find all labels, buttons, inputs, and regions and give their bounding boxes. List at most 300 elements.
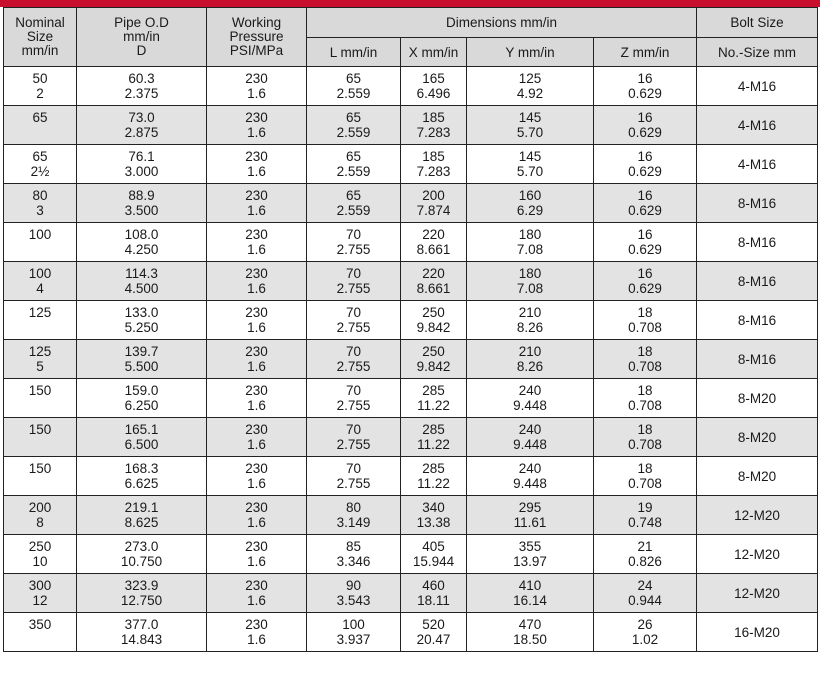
nominal-size-cell-value: 150 — [28, 422, 52, 437]
l-dimension-cell-value: 2.559 — [336, 125, 371, 140]
working-pressure-cell — [207, 340, 307, 379]
y-dimension-cell-value: 470 — [518, 617, 542, 632]
bolt-size-cell: 8-M20 — [697, 457, 818, 496]
working-pressure-cell — [207, 106, 307, 145]
pipe-od-cell-value: 323.9 — [124, 578, 159, 593]
flange-dimensions-table — [3, 7, 818, 652]
nominal-size-cell-value — [4, 398, 76, 413]
z-dimension-cell — [594, 574, 697, 613]
x-dimension-cell — [401, 340, 467, 379]
pipe-od-cell-value: 60.3 — [128, 71, 155, 86]
z-dimension-cell — [594, 184, 697, 223]
x-dimension-cell-value: 520 — [422, 617, 445, 632]
pipe-od-cell — [77, 496, 207, 535]
working-pressure-cell-value: 1.6 — [247, 164, 266, 179]
x-dimension-cell-value: 220 — [422, 227, 445, 242]
pipe-od-cell-value: 6.500 — [124, 437, 159, 452]
working-pressure-cell-value: 230 — [245, 617, 268, 632]
z-dimension-cell-value: 0.629 — [628, 125, 662, 140]
pipe-od-cell-value: 10.750 — [120, 554, 163, 569]
nominal-size-cell-value — [4, 320, 76, 335]
pipe-od-cell-value: 139.7 — [124, 344, 159, 359]
x-dimension-cell — [401, 613, 467, 652]
nominal-size-cell — [4, 613, 77, 652]
y-dimension-cell — [467, 67, 594, 106]
z-dimension-cell-value: 0.708 — [628, 398, 662, 413]
table-row — [4, 496, 818, 535]
nominal-size-cell-value — [4, 437, 76, 452]
y-dimension-cell — [467, 379, 594, 418]
y-dimension-cell — [467, 457, 594, 496]
l-dimension-cell — [307, 418, 401, 457]
y-dimension-cell-value: 7.08 — [516, 281, 544, 296]
z-dimension-cell-value: 0.708 — [628, 437, 662, 452]
z-dimension-cell-value: 1.02 — [631, 632, 659, 647]
working-pressure-cell — [207, 496, 307, 535]
pipe-od-cell — [77, 535, 207, 574]
working-pressure-cell-value: 230 — [245, 110, 268, 125]
z-dimension-cell — [594, 496, 697, 535]
z-dimension-cell-value: 0.629 — [628, 281, 662, 296]
y-dimension-cell — [467, 262, 594, 301]
header-y: Y mm/in — [467, 38, 594, 67]
x-dimension-cell-value: 165 — [422, 71, 445, 86]
pipe-od-cell-value: 73.0 — [128, 110, 155, 125]
l-dimension-cell-value: 2.755 — [336, 476, 371, 491]
y-dimension-cell-value: 180 — [518, 266, 542, 281]
bolt-size-cell: 8-M16 — [697, 262, 818, 301]
l-dimension-cell-value: 70 — [345, 461, 362, 476]
nominal-size-cell-value: 8 — [36, 515, 44, 530]
header-working-line1: Working — [231, 15, 282, 30]
y-dimension-cell — [467, 418, 594, 457]
l-dimension-cell-value: 3.543 — [336, 593, 371, 608]
y-dimension-cell-value: 18.50 — [513, 632, 547, 647]
x-dimension-cell — [401, 379, 467, 418]
z-dimension-cell — [594, 535, 697, 574]
table-row — [4, 379, 818, 418]
header-l: L mm/in — [307, 38, 401, 67]
pipe-od-cell — [77, 223, 207, 262]
bolt-size-cell: 8-M16 — [697, 184, 818, 223]
working-pressure-cell-value: 230 — [245, 344, 268, 359]
x-dimension-cell-value: 11.22 — [417, 476, 450, 491]
nominal-size-cell-value — [4, 125, 76, 140]
pipe-od-cell — [77, 262, 207, 301]
nominal-size-cell — [4, 223, 77, 262]
bolt-size-cell: 4-M16 — [697, 67, 818, 106]
l-dimension-cell-value: 70 — [345, 344, 362, 359]
y-dimension-cell-value: 125 — [518, 71, 542, 86]
bolt-size-cell: 16-M20 — [697, 613, 818, 652]
working-pressure-cell-value: 230 — [245, 227, 268, 242]
z-dimension-cell-value: 0.748 — [628, 515, 662, 530]
y-dimension-cell-value: 180 — [518, 227, 542, 242]
pipe-od-cell-value: 108.0 — [124, 227, 159, 242]
y-dimension-cell-value: 5.70 — [516, 125, 544, 140]
l-dimension-cell-value: 2.559 — [336, 164, 371, 179]
l-dimension-cell — [307, 262, 401, 301]
z-dimension-cell-value: 18 — [637, 344, 653, 359]
pipe-od-cell-value: 5.500 — [124, 359, 159, 374]
header-working-line2: Pressure — [229, 29, 284, 44]
z-dimension-cell-value: 21 — [637, 539, 653, 554]
nominal-size-cell-value: 2½ — [30, 164, 50, 179]
nominal-size-cell — [4, 301, 77, 340]
z-dimension-cell — [594, 379, 697, 418]
nominal-size-cell — [4, 457, 77, 496]
y-dimension-cell — [467, 613, 594, 652]
working-pressure-cell-value: 1.6 — [247, 125, 266, 140]
header-z: Z mm/in — [594, 38, 697, 67]
table-body — [4, 67, 818, 652]
pipe-od-cell-value: 3.500 — [124, 203, 159, 218]
l-dimension-cell-value: 2.559 — [336, 203, 371, 218]
x-dimension-cell-value: 8.661 — [416, 242, 451, 257]
l-dimension-cell — [307, 457, 401, 496]
y-dimension-cell — [467, 106, 594, 145]
header-nominal-line1: Nominal — [15, 15, 65, 30]
nominal-size-cell-value: 100 — [28, 227, 52, 242]
l-dimension-cell — [307, 301, 401, 340]
l-dimension-cell-value: 70 — [345, 227, 362, 242]
x-dimension-cell-value: 250 — [422, 305, 445, 320]
nominal-size-cell-value: 5 — [36, 359, 44, 374]
working-pressure-cell-value: 1.6 — [247, 476, 266, 491]
y-dimension-cell-value: 145 — [518, 110, 542, 125]
z-dimension-cell-value: 0.629 — [628, 86, 662, 101]
header-pipe-od — [77, 8, 207, 67]
nominal-size-cell-value: 65 — [32, 149, 48, 164]
nominal-size-cell-value — [4, 476, 76, 491]
x-dimension-cell — [401, 223, 467, 262]
pipe-od-cell-value: 3.000 — [124, 164, 159, 179]
working-pressure-cell-value: 1.6 — [247, 632, 266, 647]
working-pressure-cell-value: 230 — [245, 500, 268, 515]
pipe-od-cell — [77, 379, 207, 418]
pipe-od-cell-value: 2.375 — [124, 86, 159, 101]
y-dimension-cell-value: 16.14 — [513, 593, 547, 608]
header-pipe-od-line1: Pipe O.D — [114, 15, 169, 30]
x-dimension-cell-value: 405 — [422, 539, 445, 554]
pipe-od-cell — [77, 184, 207, 223]
l-dimension-cell — [307, 106, 401, 145]
pipe-od-cell-value: 5.250 — [124, 320, 159, 335]
working-pressure-cell-value: 1.6 — [247, 515, 266, 530]
x-dimension-cell — [401, 67, 467, 106]
x-dimension-cell — [401, 496, 467, 535]
x-dimension-cell-value: 9.842 — [416, 320, 451, 335]
y-dimension-cell-value: 9.448 — [513, 476, 547, 491]
working-pressure-cell-value: 1.6 — [247, 203, 266, 218]
pipe-od-cell — [77, 145, 207, 184]
x-dimension-cell-value: 185 — [422, 149, 445, 164]
z-dimension-cell — [594, 67, 697, 106]
working-pressure-cell-value: 230 — [245, 539, 268, 554]
l-dimension-cell — [307, 535, 401, 574]
bolt-size-cell: 4-M16 — [697, 145, 818, 184]
y-dimension-cell-value: 410 — [518, 578, 542, 593]
nominal-size-cell-value: 200 — [28, 500, 52, 515]
pipe-od-cell-value: 8.625 — [124, 515, 159, 530]
working-pressure-cell-value: 230 — [245, 305, 268, 320]
working-pressure-cell-value: 230 — [245, 188, 268, 203]
z-dimension-cell-value: 0.629 — [628, 164, 662, 179]
pipe-od-cell-value: 76.1 — [128, 149, 155, 164]
l-dimension-cell-value: 80 — [345, 500, 362, 515]
y-dimension-cell-value: 4.92 — [516, 86, 544, 101]
l-dimension-cell-value: 2.755 — [336, 359, 371, 374]
working-pressure-cell-value: 1.6 — [247, 398, 266, 413]
y-dimension-cell-value: 295 — [518, 500, 542, 515]
working-pressure-cell — [207, 145, 307, 184]
nominal-size-cell — [4, 106, 77, 145]
l-dimension-cell — [307, 145, 401, 184]
header-dimensions: Dimensions mm/in — [307, 8, 697, 38]
pipe-od-cell-value: 133.0 — [124, 305, 159, 320]
pipe-od-cell-value: 168.3 — [124, 461, 159, 476]
l-dimension-cell — [307, 184, 401, 223]
z-dimension-cell — [594, 613, 697, 652]
z-dimension-cell-value: 0.629 — [628, 242, 662, 257]
z-dimension-cell — [594, 340, 697, 379]
l-dimension-cell — [307, 379, 401, 418]
x-dimension-cell — [401, 301, 467, 340]
z-dimension-cell-value: 0.826 — [628, 554, 662, 569]
x-dimension-cell-value: 340 — [422, 500, 445, 515]
y-dimension-cell-value: 240 — [518, 422, 542, 437]
pipe-od-cell-value: 159.0 — [124, 383, 159, 398]
header-working-line3: PSI/MPa — [229, 43, 284, 58]
y-dimension-cell-value: 11.61 — [513, 515, 547, 530]
l-dimension-cell-value: 3.149 — [336, 515, 371, 530]
working-pressure-cell-value: 1.6 — [247, 242, 266, 257]
working-pressure-cell — [207, 418, 307, 457]
working-pressure-cell — [207, 535, 307, 574]
x-dimension-cell-value: 250 — [422, 344, 445, 359]
working-pressure-cell — [207, 184, 307, 223]
y-dimension-cell — [467, 184, 594, 223]
y-dimension-cell-value: 145 — [518, 149, 542, 164]
y-dimension-cell-value: 8.26 — [516, 320, 544, 335]
nominal-size-cell-value: 125 — [28, 305, 52, 320]
x-dimension-cell — [401, 418, 467, 457]
z-dimension-cell — [594, 106, 697, 145]
nominal-size-cell — [4, 340, 77, 379]
working-pressure-cell — [207, 613, 307, 652]
l-dimension-cell — [307, 67, 401, 106]
z-dimension-cell-value: 26 — [637, 617, 653, 632]
y-dimension-cell — [467, 223, 594, 262]
l-dimension-cell — [307, 496, 401, 535]
pipe-od-cell — [77, 574, 207, 613]
working-pressure-cell — [207, 457, 307, 496]
nominal-size-cell — [4, 67, 77, 106]
l-dimension-cell-value: 3.346 — [336, 554, 371, 569]
l-dimension-cell-value: 65 — [345, 188, 362, 203]
y-dimension-cell-value: 210 — [518, 305, 542, 320]
y-dimension-cell-value: 160 — [518, 188, 542, 203]
working-pressure-cell-value: 230 — [245, 578, 268, 593]
x-dimension-cell-value: 18.11 — [417, 593, 450, 608]
z-dimension-cell — [594, 262, 697, 301]
bolt-size-cell: 8-M16 — [697, 223, 818, 262]
x-dimension-cell — [401, 457, 467, 496]
x-dimension-cell-value: 20.47 — [416, 632, 451, 647]
y-dimension-cell-value: 9.448 — [513, 398, 547, 413]
table-row — [4, 223, 818, 262]
nominal-size-cell — [4, 418, 77, 457]
x-dimension-cell-value: 460 — [422, 578, 445, 593]
z-dimension-cell-value: 18 — [637, 305, 653, 320]
l-dimension-cell-value: 65 — [345, 71, 362, 86]
table-row — [4, 613, 818, 652]
working-pressure-cell — [207, 67, 307, 106]
l-dimension-cell-value: 100 — [342, 617, 365, 632]
nominal-size-cell — [4, 184, 77, 223]
z-dimension-cell-value: 24 — [637, 578, 653, 593]
l-dimension-cell — [307, 613, 401, 652]
x-dimension-cell-value: 200 — [422, 188, 445, 203]
table-row — [4, 574, 818, 613]
z-dimension-cell-value: 16 — [637, 188, 653, 203]
table-row — [4, 145, 818, 184]
y-dimension-cell-value: 240 — [518, 461, 542, 476]
x-dimension-cell-value: 11.22 — [417, 398, 450, 413]
y-dimension-cell-value: 13.97 — [513, 554, 547, 569]
header-bolt-sub: No.-Size mm — [697, 38, 818, 67]
z-dimension-cell — [594, 145, 697, 184]
x-dimension-cell-value: 185 — [422, 110, 445, 125]
l-dimension-cell-value: 70 — [345, 422, 362, 437]
x-dimension-cell-value: 285 — [422, 422, 445, 437]
x-dimension-cell — [401, 535, 467, 574]
working-pressure-cell — [207, 574, 307, 613]
bolt-size-cell: 8-M20 — [697, 418, 818, 457]
nominal-size-cell-value: 300 — [28, 578, 52, 593]
pipe-od-cell-value: 6.625 — [124, 476, 159, 491]
l-dimension-cell-value: 90 — [345, 578, 362, 593]
x-dimension-cell-value: 6.496 — [416, 86, 451, 101]
z-dimension-cell-value: 18 — [637, 461, 653, 476]
y-dimension-cell — [467, 301, 594, 340]
table-row — [4, 67, 818, 106]
l-dimension-cell-value: 2.755 — [336, 437, 371, 452]
header-nominal-line3: mm/in — [21, 43, 59, 58]
top-red-bar — [0, 0, 820, 7]
working-pressure-cell-value: 1.6 — [247, 86, 266, 101]
bolt-size-cell: 4-M16 — [697, 106, 818, 145]
working-pressure-cell — [207, 301, 307, 340]
nominal-size-cell-value — [4, 242, 76, 257]
l-dimension-cell-value: 2.755 — [336, 320, 371, 335]
pipe-od-cell-value: 88.9 — [128, 188, 155, 203]
working-pressure-cell-value: 1.6 — [247, 281, 266, 296]
header-pipe-od-line3: D — [136, 43, 147, 58]
l-dimension-cell — [307, 340, 401, 379]
l-dimension-cell-value: 2.755 — [336, 281, 371, 296]
nominal-size-cell-value: 80 — [32, 188, 48, 203]
nominal-size-cell-value: 350 — [28, 617, 52, 632]
x-dimension-cell-value: 7.283 — [416, 164, 451, 179]
pipe-od-cell-value: 14.843 — [120, 632, 163, 647]
nominal-size-cell-value: 2 — [36, 86, 44, 101]
z-dimension-cell-value: 0.708 — [628, 476, 662, 491]
working-pressure-cell-value: 1.6 — [247, 554, 266, 569]
y-dimension-cell — [467, 340, 594, 379]
pipe-od-cell-value: 2.875 — [124, 125, 159, 140]
l-dimension-cell-value: 85 — [345, 539, 362, 554]
x-dimension-cell-value: 285 — [422, 383, 445, 398]
y-dimension-cell — [467, 535, 594, 574]
pipe-od-cell — [77, 340, 207, 379]
x-dimension-cell-value: 285 — [422, 461, 445, 476]
working-pressure-cell — [207, 379, 307, 418]
nominal-size-cell-value: 150 — [28, 461, 52, 476]
nominal-size-cell — [4, 535, 77, 574]
z-dimension-cell-value: 18 — [637, 383, 653, 398]
pipe-od-cell-value: 12.750 — [120, 593, 163, 608]
x-dimension-cell — [401, 106, 467, 145]
z-dimension-cell-value: 0.708 — [628, 320, 662, 335]
pipe-od-cell-value: 6.250 — [124, 398, 159, 413]
table-row — [4, 301, 818, 340]
pipe-od-cell — [77, 418, 207, 457]
z-dimension-cell-value: 0.629 — [628, 203, 662, 218]
bolt-size-cell: 12-M20 — [697, 535, 818, 574]
pipe-od-cell-value: 377.0 — [124, 617, 159, 632]
x-dimension-cell-value: 8.661 — [416, 281, 451, 296]
pipe-od-cell — [77, 301, 207, 340]
bolt-size-cell: 8-M16 — [697, 340, 818, 379]
y-dimension-cell-value: 355 — [518, 539, 542, 554]
x-dimension-cell — [401, 574, 467, 613]
nominal-size-cell — [4, 496, 77, 535]
x-dimension-cell-value: 7.283 — [416, 125, 451, 140]
header-nominal-size — [4, 8, 77, 67]
bolt-size-cell: 8-M16 — [697, 301, 818, 340]
bolt-size-cell: 12-M20 — [697, 574, 818, 613]
y-dimension-cell-value: 6.29 — [516, 203, 544, 218]
z-dimension-cell-value: 0.944 — [628, 593, 662, 608]
working-pressure-cell-value: 230 — [245, 71, 268, 86]
l-dimension-cell-value: 2.755 — [336, 242, 371, 257]
nominal-size-cell-value: 12 — [32, 593, 48, 608]
z-dimension-cell — [594, 418, 697, 457]
l-dimension-cell-value: 2.755 — [336, 398, 371, 413]
pipe-od-cell-value: 4.250 — [124, 242, 159, 257]
y-dimension-cell-value: 9.448 — [513, 437, 547, 452]
l-dimension-cell-value: 70 — [345, 383, 362, 398]
table-row — [4, 418, 818, 457]
pipe-od-cell-value: 219.1 — [124, 500, 159, 515]
l-dimension-cell — [307, 574, 401, 613]
z-dimension-cell-value: 0.708 — [628, 359, 662, 374]
working-pressure-cell-value: 1.6 — [247, 593, 266, 608]
working-pressure-cell-value: 1.6 — [247, 359, 266, 374]
y-dimension-cell-value: 240 — [518, 383, 542, 398]
pipe-od-cell-value: 4.500 — [124, 281, 159, 296]
nominal-size-cell-value: 125 — [28, 344, 52, 359]
l-dimension-cell — [307, 223, 401, 262]
table-row — [4, 457, 818, 496]
x-dimension-cell-value: 13.38 — [416, 515, 451, 530]
z-dimension-cell-value: 16 — [637, 266, 653, 281]
l-dimension-cell-value: 3.937 — [336, 632, 371, 647]
x-dimension-cell — [401, 184, 467, 223]
table-row — [4, 184, 818, 223]
y-dimension-cell-value: 8.26 — [516, 359, 544, 374]
